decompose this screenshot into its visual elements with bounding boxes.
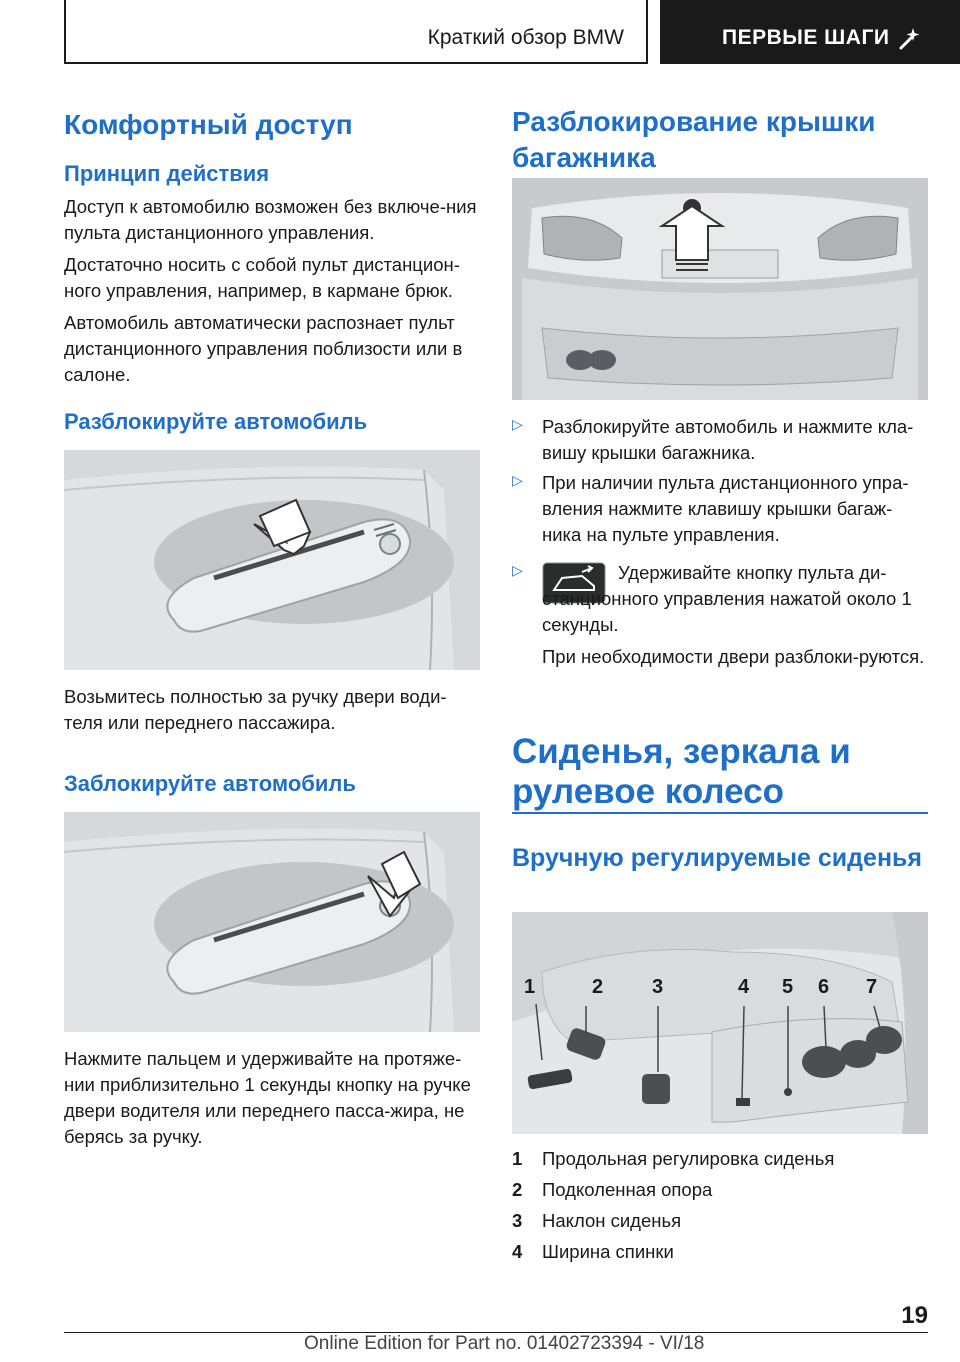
principle-heading: Принцип действия xyxy=(64,161,270,186)
page-number: 19 xyxy=(901,1302,928,1329)
comfort-access-title-block xyxy=(64,108,480,142)
legend-number: 3 xyxy=(512,1210,523,1231)
triangle-bullet-icon: ▷ xyxy=(512,472,523,488)
trunk-bullet-2-text: При наличии пульта дистанционного упра-вления нажмите клавишу крышки багаж-ника на пульте управления. xyxy=(542,472,909,545)
callout-6: 6 xyxy=(818,976,830,998)
edition-info: Online Edition for Part no. 01402723394 - VI/18 xyxy=(304,1333,705,1354)
trunk-bullet-2 xyxy=(512,470,928,554)
trunk-bullet-1 xyxy=(512,414,928,474)
callout-3: 3 xyxy=(652,976,664,998)
callout-2: 2 xyxy=(592,976,604,998)
chapter-tab-label: ПЕРВЫЕ ШАГИ xyxy=(722,26,890,49)
unlock-heading: Разблокируйте автомобиль xyxy=(64,409,368,434)
callout-7: 7 xyxy=(866,976,878,998)
trunk-lid-figure xyxy=(512,178,928,400)
legend-label: Подколенная опора xyxy=(542,1179,713,1200)
unlock-text: Возьмитесь полностью за ручку двери води-теля или переднего пассажира. xyxy=(64,686,447,733)
seats-title: Сиденья, зеркала и рулевое колесо xyxy=(512,732,851,811)
trunk-title: Разблокирование крышки багажника xyxy=(512,106,876,173)
callout-4: 4 xyxy=(738,976,750,998)
door-handle-unlock-figure xyxy=(64,450,480,670)
trunk-bullet-3-paragraph: Удерживайте кнопку пульта ди-станционного управления нажатой около 1 секунды. xyxy=(542,562,912,635)
callout-1: 1 xyxy=(524,976,536,998)
header-section-box xyxy=(64,0,648,64)
door-handle-lock-figure xyxy=(64,812,480,1032)
triangle-bullet-icon: ▷ xyxy=(512,416,523,432)
legend-number: 2 xyxy=(512,1179,523,1200)
legend-label: Продольная регулировка сиденья xyxy=(542,1148,835,1169)
trunk-bullet-1-text: Разблокируйте автомобиль и нажмите кла-вишу крышки багажника. xyxy=(542,416,914,463)
legend-number: 1 xyxy=(512,1148,523,1169)
trunk-note: При необходимости двери разблоки-руются. xyxy=(542,646,925,667)
manual-seats-heading: Вручную регулируемые сиденья xyxy=(512,844,923,872)
section-divider xyxy=(512,812,928,814)
legend-label: Наклон сиденья xyxy=(542,1210,682,1231)
seat-controls-figure xyxy=(512,912,928,1134)
comfort-access-title: Комфортный доступ xyxy=(64,109,353,140)
chapter-tab[interactable] xyxy=(660,0,960,64)
legend-item xyxy=(512,1179,928,1207)
section-title: Краткий обзор BMW xyxy=(427,26,624,49)
legend-item xyxy=(512,1210,928,1238)
callout-5: 5 xyxy=(782,976,794,998)
principle-paragraph-1: Доступ к автомобилю возможен без включе-ния пульта дистанционного управления. xyxy=(64,196,477,243)
legend-label: Ширина спинки xyxy=(542,1241,674,1262)
legend-number: 4 xyxy=(512,1241,523,1262)
wand-sparkle-icon xyxy=(898,26,922,50)
triangle-bullet-icon: ▷ xyxy=(512,562,523,578)
principle-block xyxy=(64,160,480,187)
trunk-bullet-3-text-block xyxy=(542,560,928,638)
principle-paragraph-2: Достаточно носить с собой пульт дистанцион-ного управления, например, в кармане брюк. xyxy=(64,254,460,301)
lock-heading: Заблокируйте автомобиль xyxy=(64,771,356,796)
principle-paragraph-3: Автомобиль автоматически распознает пульт дистанционного управления поблизости или в салоне. xyxy=(64,312,463,385)
legend-item xyxy=(512,1241,928,1269)
legend-item xyxy=(512,1148,928,1176)
lock-text: Нажмите пальцем и удерживайте на протяже-нии приблизительно 1 секунды кнопку на ручке двери водителя или переднего пасса-жира, не берясь за ручку. xyxy=(64,1048,471,1147)
